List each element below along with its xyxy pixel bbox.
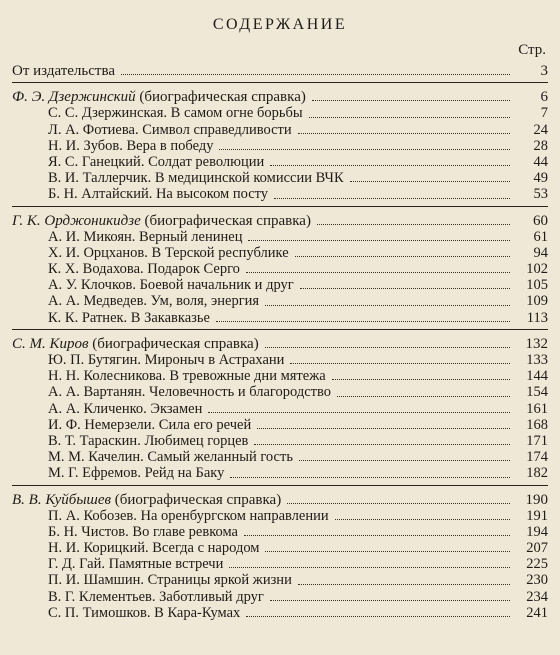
dot-leader [219,149,510,150]
entry-text: В. Г. Клементьев. Заботливый друг [48,588,264,605]
page-column-label: Стр. [518,42,546,58]
dot-leader [265,551,510,552]
toc-section-row [12,89,548,105]
article-title [48,401,202,417]
entry-text: А. У. Клочков. Боевой начальник и друг [48,277,294,294]
toc-article-row [12,154,548,170]
dot-leader [350,181,510,182]
toc-article-row [12,465,548,481]
dot-leader [254,444,510,445]
entry-text: М. М. Качелин. Самый желанный гость [48,449,293,466]
dot-leader [230,477,510,478]
section-rule [12,82,548,83]
section-rule [12,206,548,207]
toc-article-row [12,122,548,138]
article-title [48,229,242,245]
page-number: 182 [526,465,548,482]
dot-leader [295,256,510,257]
page-number: 234 [526,588,548,605]
page-number: 28 [533,137,548,154]
page-number: 207 [526,540,548,557]
section-heading [12,89,306,105]
page-number: 154 [526,384,548,401]
dot-leader [274,198,510,199]
section-person-name: В. В. Куйбышев [12,491,111,508]
dot-leader [290,363,510,364]
article-title [48,589,264,605]
entry-text: От издательства [12,63,116,79]
page-number: 109 [526,293,548,310]
dot-leader [270,600,510,601]
toc-section-row [12,213,548,229]
section-heading [12,213,311,229]
section-heading [12,336,259,352]
section-person-name: С. М. Киров [12,335,89,352]
page-number: 60 [533,212,548,229]
page-number: 191 [526,507,548,524]
entry-text: С. С. Дзержинская. В самом огне борьбы [48,105,303,122]
entry-text: В. И. Таллерчик. В медицинской комиссии ВЧК [48,170,344,187]
page-number: 113 [526,309,548,326]
toc-article-row [12,186,548,202]
section-rule [12,329,548,330]
page-number: 174 [526,449,548,466]
toc-article-row [12,105,548,121]
page-number: 49 [533,170,548,187]
article-title [48,293,259,309]
section-heading [12,63,115,79]
page-number: 44 [533,153,548,170]
entry-text: А. А. Вартанян. Человечность и благородство [48,384,331,401]
dot-leader [337,396,510,397]
table-of-contents [12,63,548,621]
entry-text: А. А. Медведев. Ум, воля, энергия [48,293,260,310]
toc-article-row [12,293,548,309]
entry-text: М. Г. Ефремов. Рейд на Баку [48,465,225,482]
article-title [48,540,259,556]
toc-article-row [12,384,548,400]
page-number: 7 [540,105,548,122]
article-title [48,605,240,621]
toc-article-row [12,352,548,368]
toc-article-row [12,589,548,605]
dot-leader [332,379,510,380]
toc-article-row [12,556,548,572]
article-title [48,154,264,170]
article-title [48,556,223,572]
article-title [48,417,251,433]
article-title [48,138,213,154]
entry-text: Б. Н. Алтайский. На высоком посту [48,186,269,203]
dot-leader [257,428,510,429]
dot-leader [229,567,510,568]
page-number: 190 [525,491,548,508]
dot-leader [299,460,510,461]
page-number: 133 [526,352,548,368]
article-title [48,261,240,277]
dot-leader [265,305,510,306]
entry-text: А. И. Микоян. Верный ленинец [48,228,243,245]
toc-article-row [12,245,548,261]
dot-leader [246,272,510,273]
toc-article-row [12,229,548,245]
article-title [48,368,326,384]
page-number: 241 [526,604,548,621]
entry-text: Н. И. Зубов. Вера в победу [48,137,214,154]
dot-leader [300,288,510,289]
page-number: 105 [526,277,548,294]
dot-leader [312,100,510,101]
page-number: 3 [540,63,548,79]
dot-leader [298,584,510,585]
entry-text: (биографическая справка) [140,212,311,229]
page-number: 24 [533,121,548,138]
page-number: 230 [526,572,548,589]
dot-leader [248,240,510,241]
entry-text: (биографическая справка) [135,89,306,106]
dot-leader [265,347,510,348]
article-title [48,384,331,400]
page-number: 144 [526,368,548,385]
entry-text: П. И. Шамшин. Страницы яркой жизни [48,572,292,589]
entry-text: (биографическая справка) [88,335,259,352]
toc-article-row [12,310,548,326]
page-title: СОДЕРЖАНИЕ [212,16,348,33]
toc-section-row [12,492,548,508]
toc-article-row [12,417,548,433]
article-title [48,122,292,138]
article-title [48,449,293,465]
entry-text: (биографическая справка) [111,491,282,508]
section-heading [12,492,281,508]
article-title [48,465,224,481]
toc-article-row [12,170,548,186]
toc-article-row [12,433,548,449]
entry-text: С. П. Тимошков. В Кара-Кумах [48,604,241,621]
dot-leader [317,224,510,225]
page-number: 94 [533,244,548,261]
article-title [48,508,329,524]
dot-leader [309,117,510,118]
section-rule [12,485,548,486]
toc-article-row [12,138,548,154]
entry-text: Н. Н. Колесникова. В тревожные дни мятежа [48,368,326,385]
article-title [48,524,238,540]
toc-article-row [12,540,548,556]
toc-section-row [12,63,548,79]
page-number: 168 [526,416,548,433]
toc-article-row [12,572,548,588]
toc-article-row [12,508,548,524]
entry-text: Б. Н. Чистов. Во главе ревкома [48,523,238,540]
dot-leader [270,165,510,166]
entry-text: Х. И. Орцханов. В Терской республике [48,244,289,261]
toc-article-row [12,401,548,417]
dot-leader [121,74,510,75]
page-number: 161 [526,400,548,417]
page-number: 102 [526,261,548,278]
article-title [48,245,289,261]
toc-article-row [12,277,548,293]
entry-text: А. А. Кличенко. Экзамен [48,400,203,417]
toc-section-row [12,336,548,352]
article-title [48,186,268,202]
entry-text: Г. Д. Гай. Памятные встречи [48,556,224,573]
page-number: 194 [526,523,548,540]
page-number: 225 [526,556,548,573]
entry-text: Л. А. Фотиева. Символ справедливости [48,121,292,138]
page-number: 132 [525,335,548,352]
page-number: 171 [526,432,548,449]
article-title [48,572,292,588]
entry-text: К. Х. Водахова. Подарок Серго [48,261,240,278]
article-title [48,277,294,293]
toc-article-row [12,449,548,465]
section-person-name: Ф. Э. Дзержинский [12,89,136,106]
entry-text: Н. И. Корицкий. Всегда с народом [48,540,260,557]
page-number: 53 [533,186,548,203]
article-title [48,105,303,121]
dot-leader [287,503,510,504]
toc-article-row [12,524,548,540]
entry-text: Ю. П. Бутягин. Мироныч в Астрахани [48,352,285,368]
article-title [48,170,344,186]
dot-leader [216,321,510,322]
entry-text: К. К. Ратнек. В Закавказье [48,309,210,326]
entry-text: Я. С. Ганецкий. Солдат революции [48,153,265,170]
dot-leader [246,616,510,617]
toc-article-row [12,605,548,621]
dot-leader [208,412,510,413]
toc-article-row [12,368,548,384]
entry-text: И. Ф. Немерзели. Сила его речей [48,416,252,433]
section-person-name: Г. К. Орджоникидзе [12,212,141,229]
entry-text: П. А. Кобозев. На оренбургском направлении [48,507,329,524]
page-number: 6 [540,89,548,106]
article-title [48,352,284,368]
article-title [48,310,210,326]
toc-article-row [12,261,548,277]
dot-leader [335,519,510,520]
entry-text: В. Т. Тараскин. Любимец горцев [48,432,249,449]
article-title [48,433,248,449]
dot-leader [244,535,510,536]
dot-leader [298,133,510,134]
page-number: 61 [533,228,548,245]
